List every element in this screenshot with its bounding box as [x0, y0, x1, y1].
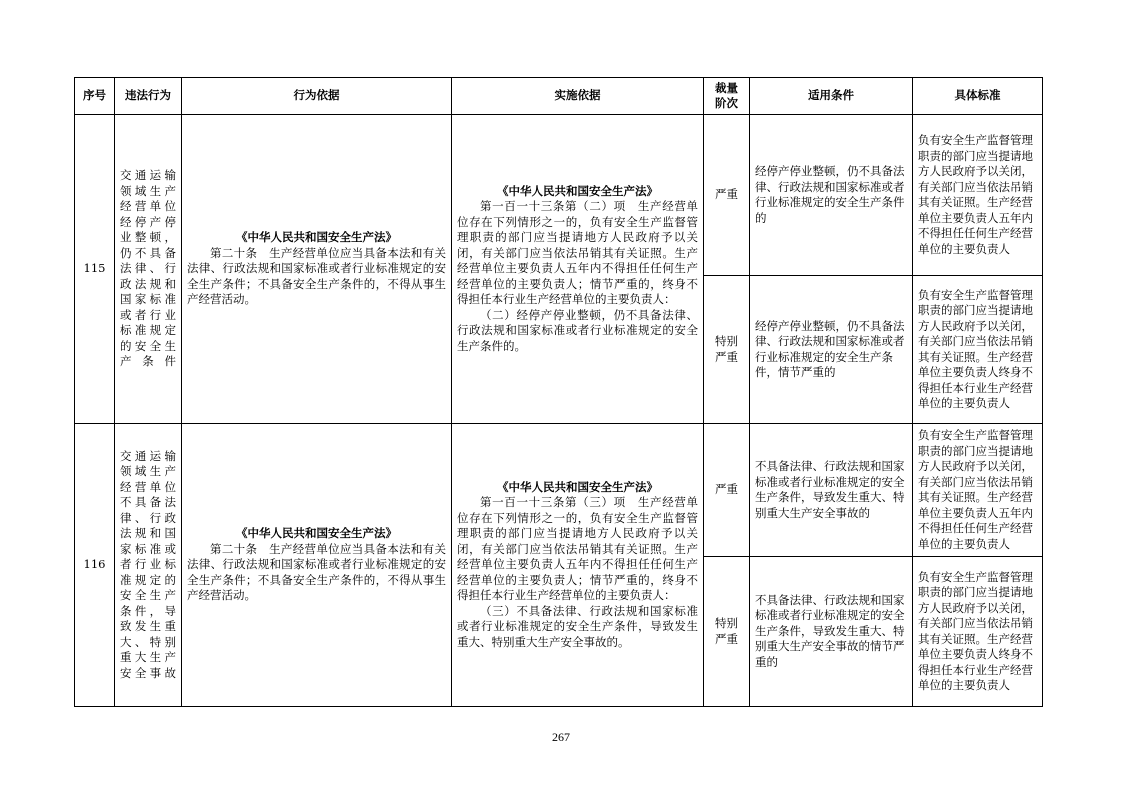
page-number: 267	[552, 730, 570, 744]
condition-cell: 不具备法律、行政法规和国家标准或者行业标准规定的安全生产条件，导致发生重大、特别重大生产安全事故的情节严重的	[750, 557, 913, 707]
violation-cell: 交通运输领域生产经营单位经停产停业整顿，仍不具备法律、行政法规和国家标准或者行业标准规定的安全生产条件	[115, 115, 182, 424]
condition-cell: 不具备法律、行政法规和国家标准或者行业标准规定的安全生产条件，导致发生重大、特别重大生产安全事故的	[750, 424, 913, 557]
header-violation: 违法行为	[115, 78, 182, 115]
table-row	[75, 115, 1043, 276]
impl-item-text: （三）不具备法律、行政法规和国家标准或者行业标准规定的安全生产条件，导致发生重大、特别重大生产安全事故的。	[457, 603, 698, 649]
impl-text: 第一百一十三条第（三）项 生产经营单位存在下列情形之一的，负有安全生产监督管理职责的部门应当提请地方人民政府予以关闭，有关部门应当依法吊销其有关证照。生产经营单位主要负责人五年内不得担任任何生产经营单位的主要负责人；情节严重的，终身不得担任本行业生产经营单位的主要负责人：	[457, 495, 698, 603]
level-cell: 特别严重	[704, 276, 750, 424]
impl-law-title: 《中华人民共和国安全生产法》	[497, 183, 658, 198]
row-number: 115	[75, 115, 115, 424]
basis-law-title: 《中华人民共和国安全生产法》	[236, 526, 397, 541]
basis-cell	[182, 115, 452, 424]
impl-law-title: 《中华人民共和国安全生产法》	[497, 479, 658, 494]
condition-cell: 经停产停业整顿，仍不具备法律、行政法规和国家标准或者行业标准规定的安全生产条件的	[750, 115, 913, 276]
standard-cell: 负有安全生产监督管理职责的部门应当提请地方人民政府予以关闭，有关部门应当依法吊销其有关证照。生产经营单位主要负责人终身不得担任本行业生产经营单位的主要负责人	[913, 276, 1043, 424]
standard-cell: 负有安全生产监督管理职责的部门应当提请地方人民政府予以关闭，有关部门应当依法吊销其有关证照。生产经营单位主要负责人终身不得担任本行业生产经营单位的主要负责人	[913, 557, 1043, 707]
header-level: 裁量阶次	[704, 78, 750, 115]
header-basis: 行为依据	[182, 78, 452, 115]
table-header-row	[75, 78, 1043, 115]
header-cond: 适用条件	[750, 78, 913, 115]
table-row	[75, 424, 1043, 557]
standard-cell: 负有安全生产监督管理职责的部门应当提请地方人民政府予以关闭，有关部门应当依法吊销其有关证照。生产经营单位主要负责人五年内不得担任任何生产经营单位的主要负责人	[913, 115, 1043, 276]
impl-text: 第一百一十三条第（二）项 生产经营单位存在下列情形之一的，负有安全生产监督管理职责的部门应当提请地方人民政府予以关闭，有关部门应当依法吊销其有关证照。生产经营单位主要负责人五年内不得担任任何生产经营单位的主要负责人；情节严重的，终身不得担任本行业生产经营单位的主要负责人：	[457, 199, 698, 307]
header-impl: 实施依据	[452, 78, 704, 115]
penalty-standard-table	[74, 77, 1043, 707]
impl-item-text: （二）经停产停业整顿，仍不具备法律、行政法规和国家标准或者行业标准规定的安全生产条件的。	[457, 307, 698, 353]
header-std: 具体标准	[913, 78, 1043, 115]
level-cell: 特别严重	[704, 557, 750, 707]
level-cell: 严重	[704, 424, 750, 557]
impl-cell	[452, 115, 704, 424]
impl-cell	[452, 424, 704, 707]
condition-cell: 经停产停业整顿，仍不具备法律、行政法规和国家标准或者行业标准规定的安全生产条件，情节严重的	[750, 276, 913, 424]
level-cell: 严重	[704, 115, 750, 276]
violation-cell: 交通运输领域生产经营单位不具备法律、行政法规和国家标准或者行业标准规定的安全生产条件，导致发生重大、特别重大生产安全事故	[115, 424, 182, 707]
basis-text: 第二十条 生产经营单位应当具备本法和有关法律、行政法规和国家标准或者行业标准规定的安全生产条件；不具备安全生产条件的，不得从事生产经营活动。	[187, 541, 446, 603]
header-no: 序号	[75, 78, 115, 115]
basis-law-title: 《中华人民共和国安全生产法》	[236, 230, 397, 245]
row-number: 116	[75, 424, 115, 707]
basis-text: 第二十条 生产经营单位应当具备本法和有关法律、行政法规和国家标准或者行业标准规定的安全生产条件；不具备安全生产条件的，不得从事生产经营活动。	[187, 245, 446, 307]
basis-cell	[182, 424, 452, 707]
standard-cell: 负有安全生产监督管理职责的部门应当提请地方人民政府予以关闭，有关部门应当依法吊销其有关证照。生产经营单位主要负责人五年内不得担任任何生产经营单位的主要负责人	[913, 424, 1043, 557]
